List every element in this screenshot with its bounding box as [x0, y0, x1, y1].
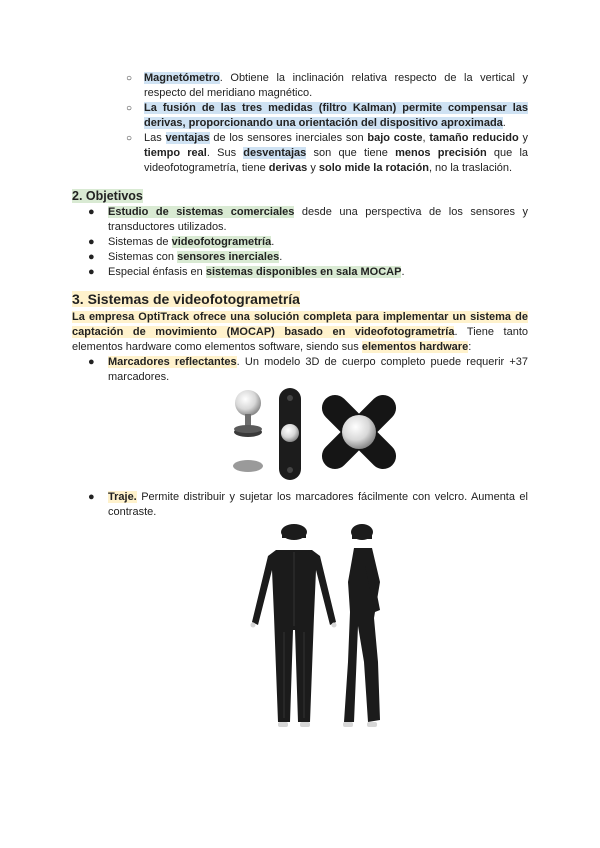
- heading-text: 3. Sistemas de videofotogrametría: [72, 291, 300, 307]
- section-heading-videofotogrametria: [72, 292, 528, 309]
- text: . Un modelo 3D de cuerpo completo puede requerir +37 marcadores.: [108, 356, 529, 383]
- text: .: [271, 236, 275, 248]
- text: , no la traslación.: [428, 162, 513, 174]
- text: . Tiene tanto elementos hardware como elementos software, siendo sus: [72, 326, 528, 353]
- bullet-icon: ●: [88, 236, 95, 248]
- bold-text: La empresa OptiTrack ofrece una solución completa para implementar un sistema de captación de movimiento (MOCAP) basado en videofotogrametría: [72, 311, 528, 338]
- term-menos-precision: menos precisión: [395, 147, 487, 159]
- objective-item: [88, 265, 528, 280]
- text: y: [518, 132, 529, 144]
- term-desventajas: desventajas: [243, 147, 307, 159]
- bold-text: Marcadores reflectantes: [108, 356, 237, 368]
- term-magnetometro: Magnetómetro: [144, 72, 220, 84]
- heading-text: 2. Objetivos: [72, 189, 143, 203]
- bullet-icon: ●: [88, 491, 95, 503]
- bullet-icon: ●: [88, 251, 95, 263]
- text: . Obtiene la inclinación relativa respecto de la vertical y respecto del meridiano magnético.: [144, 72, 528, 99]
- term-derivas: derivas: [268, 162, 308, 174]
- hardware-item-suit: [88, 490, 528, 520]
- text: Las: [144, 132, 166, 144]
- section3-intro: [72, 310, 528, 355]
- hollow-bullet-icon: ○: [126, 73, 133, 84]
- text: . Sus: [206, 147, 244, 159]
- bullet-icon: ●: [88, 356, 95, 368]
- term-tamano: tamaño reducido: [429, 132, 519, 144]
- objective-item: [88, 205, 528, 235]
- bullet-icon: ●: [88, 266, 95, 278]
- sub-bullet-pros-cons: [126, 131, 529, 176]
- text: .: [279, 251, 283, 263]
- text: Especial énfasis en: [108, 266, 206, 278]
- mocap-suit-image: [250, 522, 392, 730]
- text: .: [401, 266, 405, 278]
- text: Permite distribuir y sujetar los marcadores fácilmente con velcro. Aumenta el contraste.: [108, 491, 528, 518]
- text: de los sensores inerciales son: [209, 132, 368, 144]
- objective-item: [88, 235, 528, 250]
- term-bajo-coste: bajo coste: [367, 132, 423, 144]
- bold-text: Traje.: [108, 491, 137, 503]
- text: desde una perspectiva de los sensores y transductores utilizados.: [108, 206, 528, 233]
- text: ,: [422, 132, 430, 144]
- text: Sistemas de: [108, 236, 172, 248]
- term-solo-rotacion: solo mide la rotación: [318, 162, 429, 174]
- bold-text: Estudio de sistemas comerciales: [108, 206, 295, 218]
- section-heading-objetivos: [72, 189, 528, 205]
- text: y: [307, 162, 319, 174]
- term-tiempo-real: tiempo real: [144, 147, 207, 159]
- bold-text: sistemas disponibles en sala MOCAP: [205, 266, 402, 278]
- bold-text: videofotogrametría: [171, 236, 272, 248]
- text: que la videofotogrametría, tiene: [144, 147, 529, 174]
- bullet-icon: ●: [88, 206, 95, 218]
- term-ventajas: ventajas: [165, 132, 210, 144]
- hollow-bullet-icon: ○: [126, 103, 133, 114]
- objective-item: [88, 250, 528, 265]
- hardware-item-markers: [88, 355, 529, 385]
- text: son que tiene: [306, 147, 396, 159]
- sub-bullet-kalman: [126, 101, 528, 131]
- bold-text: sensores inerciales: [177, 251, 280, 263]
- text: .: [502, 117, 506, 129]
- hollow-bullet-icon: ○: [126, 133, 133, 144]
- reflective-markers-image: [222, 386, 408, 482]
- text: :: [468, 341, 472, 353]
- kalman-statement: La fusión de las tres medidas (filtro Kalman) permite compensar las derivas, proporcionando una orientación del dispositivo aproximada: [144, 102, 528, 129]
- text: Sistemas con: [108, 251, 178, 263]
- bold-text: elementos hardware: [361, 341, 469, 353]
- sub-bullet-magnetometer: [126, 71, 528, 101]
